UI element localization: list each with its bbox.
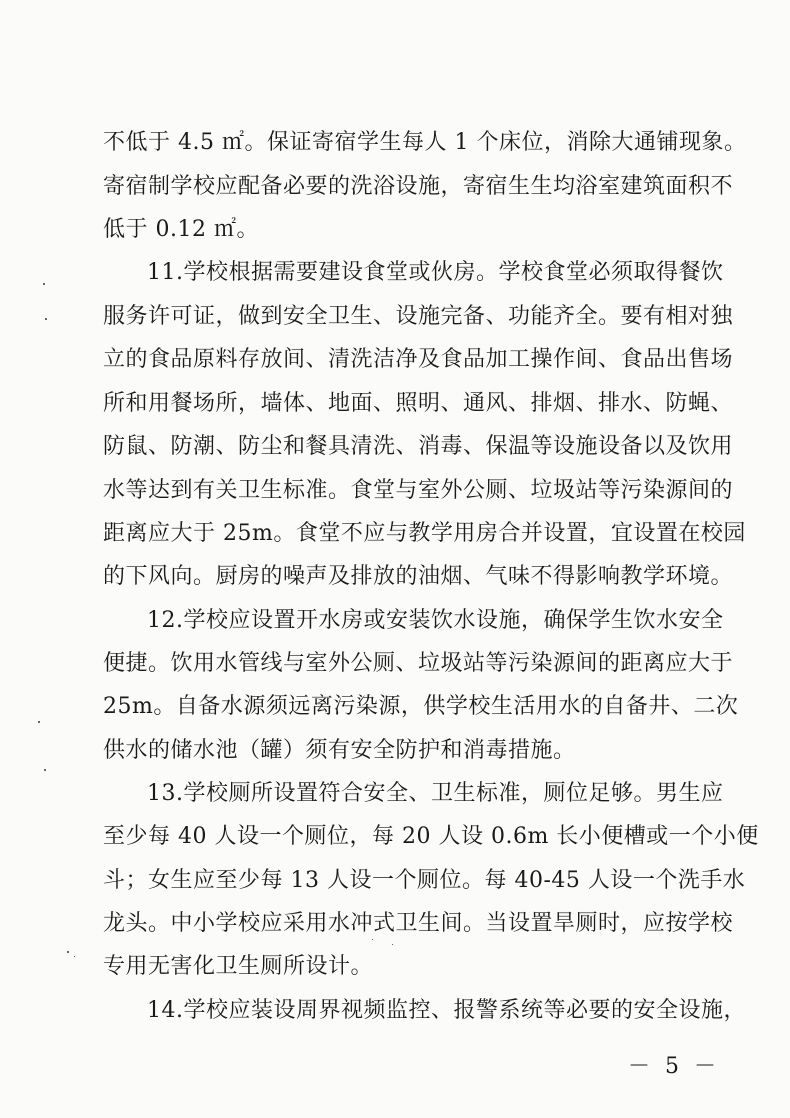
scan-speck xyxy=(44,769,46,771)
text-line: 所和用餐场所，墙体、地面、照明、通风、排烟、排水、防蝇、 xyxy=(103,391,734,416)
scan-speck xyxy=(43,283,45,285)
scan-speck xyxy=(74,956,75,957)
text-line: 水等达到有关卫生标准。食堂与室外公厕、垃圾站等污染源间的 xyxy=(103,478,734,503)
text-line: 龙头。中小学校应采用水冲式卫生间。当设置旱厕时，应按学校 xyxy=(103,911,734,936)
text-line: 防鼠、防潮、防尘和餐具清洗、消毒、保温等设施设备以及饮用 xyxy=(103,434,734,459)
text-line: 至少每 40 人设一个厕位，每 20 人设 0.6m 长小便槽或一个小便 xyxy=(103,824,759,849)
paragraph-13-start: 13.学校厕所设置符合安全、卫生标准，厕位足够。男生应 xyxy=(147,781,724,806)
text-line: 供水的储水池（罐）须有安全防护和消毒措施。 xyxy=(103,738,576,763)
text-line: 便捷。饮用水管线与室外公厕、垃圾站等污染源间的距离应大于 xyxy=(103,651,734,676)
paragraph-12-start: 12.学校应设置开水房或安装饮水设施，确保学生饮水安全 xyxy=(147,608,724,633)
text-line: 专用无害化卫生厕所设计。 xyxy=(103,954,374,979)
paragraph-11-start: 11.学校根据需要建设食堂或伙房。学校食堂必须取得餐饮 xyxy=(147,260,724,285)
scan-speck xyxy=(45,318,47,320)
text-line: 寄宿制学校应配备必要的洗浴设施，寄宿生生均浴室建筑面积不 xyxy=(103,174,734,199)
paragraph-14-start: 14.学校应装设周界视频监控、报警系统等必要的安全设施， xyxy=(147,998,746,1023)
scan-speck xyxy=(392,944,393,945)
page-number: － 5 － xyxy=(628,1054,720,1079)
text-line: 不低于 4.5 ㎡。保证寄宿学生每人 1 个床位，消除大通铺现象。 xyxy=(103,130,747,155)
text-line: 25m。自备水源须远离污染源，供学校生活用水的自备井、二次 xyxy=(103,694,739,719)
scan-speck xyxy=(38,721,40,723)
text-line: 低于 0.12 ㎡。 xyxy=(103,217,259,242)
scan-speck xyxy=(372,939,373,940)
text-line: 的下风向。厨房的噪声及排放的油烟、气味不得影响教学环境。 xyxy=(103,564,734,589)
text-line: 服务许可证，做到安全卫生、设施完备、功能齐全。要有相对独 xyxy=(103,304,734,329)
text-line: 立的食品原料存放间、清洗洁净及食品加工操作间、食品出售场 xyxy=(103,347,734,372)
text-line: 斗；女生应至少每 13 人设一个厕位。每 40-45 人设一个洗手水 xyxy=(103,868,746,893)
text-line: 距离应大于 25m。食堂不应与教学用房合并设置，宜设置在校园 xyxy=(103,521,746,546)
scan-speck xyxy=(67,951,69,953)
